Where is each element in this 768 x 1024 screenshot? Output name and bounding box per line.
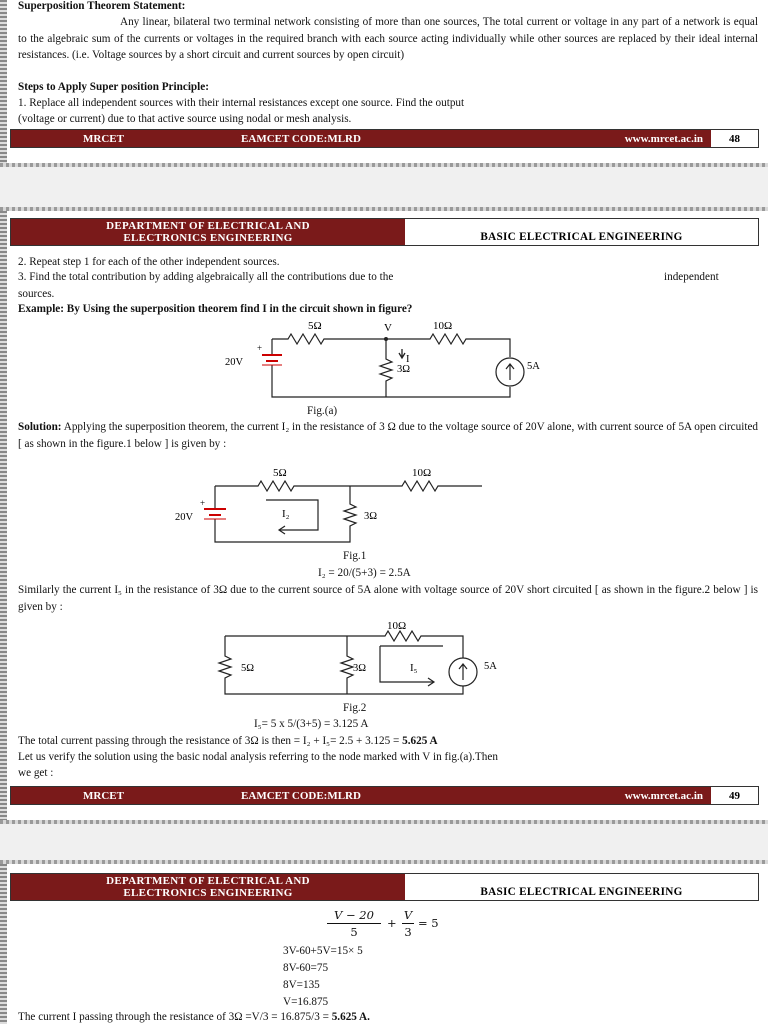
fig-a-node-label: V — [384, 322, 392, 334]
eq-rhs: = 5 — [418, 916, 439, 930]
fig-1-caption: Fig.1 — [343, 550, 367, 562]
fig-1-r1-label: 5Ω — [273, 467, 287, 479]
eq-denominator-2: 3 — [404, 925, 412, 939]
fig-2-r3-label: 3Ω — [353, 663, 367, 674]
page-border — [0, 0, 7, 164]
header-department — [11, 874, 405, 900]
step-line-3: 8V=135 — [283, 979, 320, 991]
page-48 — [0, 0, 768, 164]
page-gap — [0, 824, 768, 860]
page-50 — [0, 864, 768, 1024]
header-department — [11, 219, 405, 245]
fraction-bar — [402, 923, 414, 924]
header-subject: BASIC ELECTRICAL ENGINEERING — [480, 886, 683, 898]
equation-i2: I₂ = 20/(5+3) = 2.5A — [318, 567, 411, 579]
total-current-value: 5.625 A — [402, 735, 438, 747]
solution-label: Solution: — [18, 421, 62, 433]
figure-a-circuit — [220, 317, 560, 417]
header-dept-line-2: ELECTRONICS ENGINEERING — [123, 887, 293, 899]
steps-heading: Steps to Apply Super position Principle: — [18, 81, 209, 93]
solution-paragraph — [18, 419, 758, 452]
theorem-heading: Superposition Theorem Statement: — [18, 0, 186, 12]
fig-a-current-label: I — [406, 354, 410, 365]
total-current-line — [18, 734, 438, 748]
eq-numerator-2: V — [403, 908, 413, 922]
step-3-word: independent — [664, 271, 719, 283]
fraction-bar — [327, 923, 381, 924]
step-3-line-1: 3. Find the total contribution by adding algebraically all the contributions due to the — [18, 271, 394, 283]
fig-2-loop-label: I₅ — [410, 662, 418, 674]
page-gap — [0, 167, 768, 207]
header-dept-line-2: ELECTRONICS ENGINEERING — [123, 232, 293, 244]
figure-1-circuit — [170, 464, 490, 554]
fig-1-r2-label: 10Ω — [412, 467, 432, 479]
footer-site: www.mrcet.ac.in — [406, 787, 711, 804]
fig-a-r2-label: 10Ω — [433, 320, 453, 332]
fig-1-loop-label: I₂ — [282, 508, 290, 520]
footer-page-number: 49 — [729, 789, 740, 802]
final-current-text: The current I passing through the resistance of 3Ω =V/3 = 16.875/3 = — [18, 1011, 329, 1023]
step-line-2: 8V-60=75 — [283, 962, 329, 974]
eq-numerator-1: V − 20 — [334, 908, 374, 922]
footer-site: www.mrcet.ac.in — [406, 130, 711, 147]
fig-2-caption: Fig.2 — [343, 702, 367, 714]
fig-a-r3-label: 3Ω — [397, 364, 411, 375]
example-question: Example: By Using the superposition theorem find I in the circuit shown in figure? — [18, 303, 413, 315]
header-dept-line-1: DEPARTMENT OF ELECTRICAL AND — [106, 220, 310, 232]
page-header — [10, 218, 759, 246]
fig-2-isrc-label: 5A — [484, 661, 497, 672]
theorem-statement: Any linear, bilateral two terminal network consisting of more than one sources, The total current or voltage in any part of a network is equal to the algebraic sum of the currents or voltages in the required branch with each source acting individually while other sources are replaced by their ideal internal resistances. (i.e. Voltage sources by a short circuit and current sources by open circuit) — [18, 16, 758, 61]
nodal-equation — [325, 908, 465, 942]
final-current-line — [18, 1010, 370, 1024]
step-line-4: V=16.875 — [283, 996, 329, 1008]
fig-a-isrc-label: 5A — [527, 361, 540, 372]
fig-2-r1-label: 5Ω — [241, 663, 255, 674]
verify-line-2: we get : — [18, 767, 54, 779]
eq-plus: + — [387, 916, 397, 930]
final-current-value: 5.625 A. — [331, 1011, 370, 1023]
footer-bar — [10, 129, 759, 148]
verify-line-1: Let us verify the solution using the basic nodal analysis referring to the node marked with V in fig.(a).Then — [18, 751, 498, 763]
step-1-line-1: 1. Replace all independent sources with their internal resistances except one source. Find the output — [18, 97, 465, 109]
fig-1-r3-label: 3Ω — [364, 511, 378, 522]
fig-1-source-label: 20V — [175, 512, 194, 523]
footer-bar — [10, 786, 759, 805]
step-3-line-2: sources. — [18, 288, 55, 300]
eq-denominator-1: 5 — [350, 925, 358, 939]
step-line-1: 3V-60+5V=15× 5 — [283, 945, 363, 957]
page-border — [0, 864, 7, 1024]
fig-a-plus: + — [257, 343, 263, 353]
footer-code: EAMCET CODE:MLRD — [196, 787, 406, 804]
footer-code: EAMCET CODE:MLRD — [196, 130, 406, 147]
similarly-paragraph: Similarly the current I₅ in the resistance of 3Ω due to the current source of 5A alone with voltage source of 20V short circuited [ as shown in the figure.2 below ] is given by : — [18, 584, 758, 613]
header-dept-line-1: DEPARTMENT OF ELECTRICAL AND — [106, 875, 310, 887]
equation-i5: I₅= 5 x 5/(3+5) = 3.125 A — [254, 718, 369, 730]
fig-2-r2-label: 10Ω — [387, 620, 407, 632]
header-subject: BASIC ELECTRICAL ENGINEERING — [480, 231, 683, 243]
page-header — [10, 873, 759, 901]
total-current-text: The total current passing through the resistance of 3Ω is then = I₂ + I₅= 2.5 + 3.125 = — [18, 735, 400, 747]
footer-college: MRCET — [11, 130, 196, 147]
fig-a-r1-label: 5Ω — [308, 320, 322, 332]
figure-2-circuit — [195, 616, 515, 701]
page-border — [0, 211, 7, 823]
solution-text: Applying the superposition theorem, the current I₂ in the resistance of 3 Ω due to the voltage source of 20V alone, with current source of 5A open circuited [ as shown in the figure.1 below ] is given by : — [18, 421, 759, 450]
fig-a-source-label: 20V — [225, 357, 244, 368]
page-49 — [0, 211, 768, 823]
step-2: 2. Repeat step 1 for each of the other independent sources. — [18, 256, 280, 268]
fig-1-plus: + — [200, 498, 206, 508]
footer-college: MRCET — [11, 787, 196, 804]
fig-a-caption: Fig.(a) — [307, 405, 338, 417]
footer-page-number: 48 — [729, 132, 740, 145]
step-1-line-2: (voltage or current) due to that active source using nodal or mesh analysis. — [18, 113, 352, 125]
